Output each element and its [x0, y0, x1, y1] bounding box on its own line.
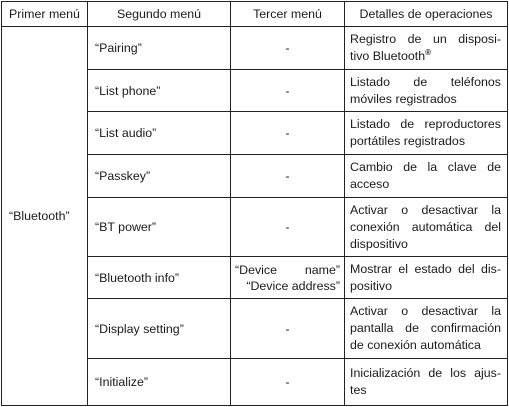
second-menu-item: “Display setting” — [88, 299, 231, 359]
third-menu-item: - — [231, 27, 345, 70]
details-line: de conexión automática — [350, 338, 481, 352]
second-menu-item: “List audio” — [88, 112, 231, 155]
table-header-row — [2, 2, 508, 27]
details-line: Registro de un disposi- — [350, 32, 501, 46]
details-line: acceso — [350, 177, 390, 191]
details-line: Inicialización de los ajus- — [350, 366, 501, 380]
second-menu-item: “Passkey” — [88, 155, 231, 198]
details-line: Listado de reproductores — [350, 117, 501, 131]
operation-details — [345, 155, 508, 198]
details-line — [350, 48, 501, 65]
header-operation-details: Detalles de operaciones — [345, 2, 508, 27]
second-menu-item: “List phone” — [88, 70, 231, 112]
third-menu-item: - — [231, 112, 345, 155]
third-menu-item: - — [231, 299, 345, 359]
header-third-menu: Tercer menú — [231, 2, 345, 27]
third-menu-item — [231, 257, 345, 299]
details-line: tes — [350, 383, 367, 397]
third-menu-item: - — [231, 155, 345, 198]
details-line: Activar o desactivar la — [350, 202, 501, 217]
second-menu-item: “BT power” — [88, 198, 231, 257]
third-menu-line: “Device name” — [235, 262, 340, 277]
operation-details — [345, 70, 508, 112]
header-first-menu: Primer menú — [2, 2, 88, 27]
second-menu-item: “Pairing” — [88, 27, 231, 70]
settings-menu-table — [1, 1, 508, 406]
table-row — [2, 27, 508, 70]
registered-mark: ® — [425, 47, 431, 57]
details-line: Cambio de la clave de — [350, 160, 501, 174]
details-line: positivo — [350, 278, 393, 293]
third-menu-item: - — [231, 198, 345, 257]
details-line: Listado de teléfonos — [350, 74, 501, 89]
details-line: pantalla de confirmación — [350, 321, 501, 335]
details-line: Activar o desactivar la — [350, 304, 501, 318]
operation-details — [345, 27, 508, 70]
details-line: dispositivo — [350, 236, 408, 251]
third-menu-item: - — [231, 359, 345, 406]
operation-details — [345, 198, 508, 257]
second-menu-item: “Bluetooth info” — [88, 257, 231, 299]
details-text: tivo Bluetooth — [350, 49, 426, 63]
second-menu-item: “Initialize” — [88, 359, 231, 406]
first-menu-bluetooth: “Bluetooth” — [2, 27, 88, 406]
operation-details — [345, 359, 508, 406]
details-line: Mostrar el estado del dis- — [350, 261, 501, 276]
third-menu-item: - — [231, 70, 345, 112]
operation-details — [345, 257, 508, 299]
operation-details — [345, 112, 508, 155]
operation-details — [345, 299, 508, 359]
details-line: portátiles registrados — [350, 134, 466, 148]
third-menu-line: “Device address” — [246, 278, 340, 293]
details-line: conexión automática del — [350, 219, 501, 234]
details-line: móviles registrados — [350, 91, 457, 106]
header-second-menu: Segundo menú — [88, 2, 231, 27]
